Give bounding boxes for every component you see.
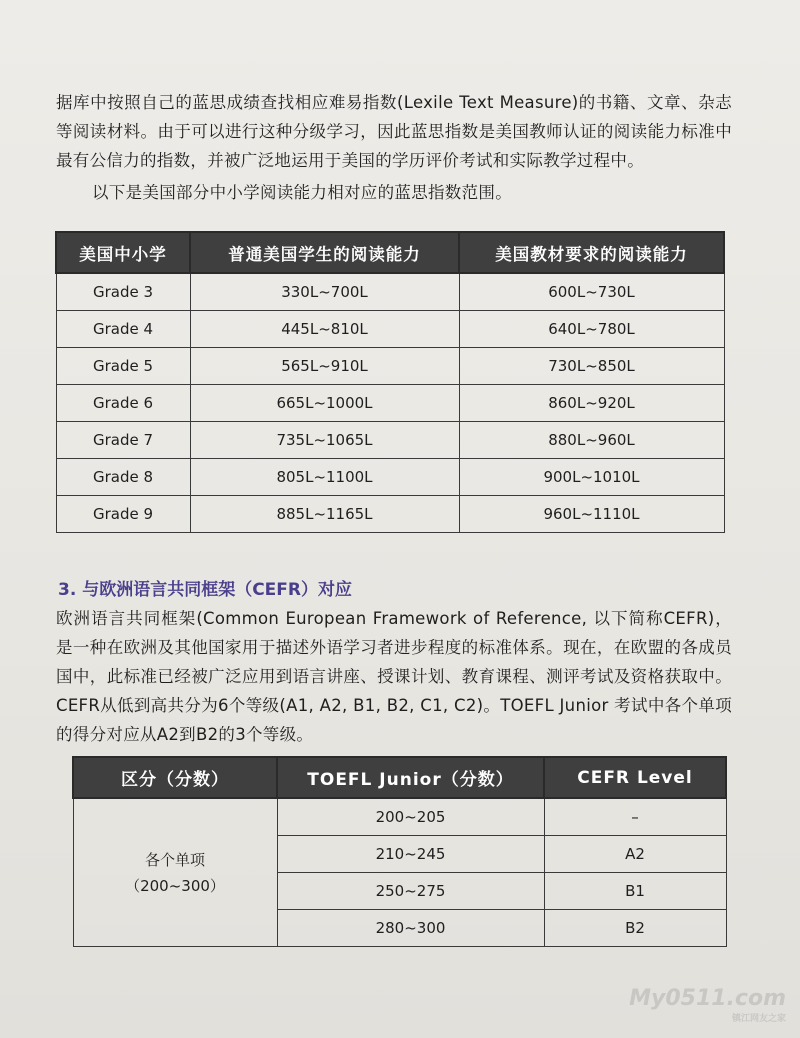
watermark-logo: My0511.com xyxy=(629,986,786,1011)
textbook-range-cell: 730L~850L xyxy=(459,348,724,385)
cefr-paragraph: 欧洲语言共同框架(Common European Framework of Reference, 以下简称CEFR)，是一种在欧洲及其他国家用于描述外语学习者进步程度的标准体系。现在，在欧盟的各成员国中，此标准已经被广泛应用到语言讲座、授课计划、教育课程、测评考试及资格获取中。CEFR从低到高共分为6个等级(A1, A2, B1, B2, C1, C2)。TOEFL Junior 考试中各个单项的得分对应从A2到B2的3个等级。 xyxy=(56,609,732,744)
category-label: 各个单项 xyxy=(144,850,205,869)
textbook-range-cell: 960L~1110L xyxy=(459,496,724,533)
table-row xyxy=(73,798,726,836)
student-range-cell: 885L~1165L xyxy=(190,496,459,533)
score-range-cell: 280~300 xyxy=(277,910,544,947)
header-textbook-ability: 美国教材要求的阅读能力 xyxy=(459,232,724,273)
grade-cell: Grade 9 xyxy=(56,496,190,533)
category-range: （200~300） xyxy=(125,876,225,895)
table-row xyxy=(56,496,724,533)
table-row xyxy=(56,273,724,311)
table-row xyxy=(56,311,724,348)
student-range-cell: 665L~1000L xyxy=(190,385,459,422)
score-range-cell: 200~205 xyxy=(277,798,544,836)
lexile-table xyxy=(55,231,725,533)
student-range-cell: 330L~700L xyxy=(190,273,459,311)
table-row xyxy=(56,348,724,385)
textbook-range-cell: 600L~730L xyxy=(459,273,724,311)
textbook-range-cell: 900L~1010L xyxy=(459,459,724,496)
grade-cell: Grade 3 xyxy=(56,273,190,311)
cefr-table-header-row xyxy=(73,757,726,798)
header-toefl-junior: TOEFL Junior（分数） xyxy=(277,757,544,798)
textbook-range-cell: 860L~920L xyxy=(459,385,724,422)
score-range-cell: 250~275 xyxy=(277,873,544,910)
header-cefr-level: CEFR Level xyxy=(544,757,726,798)
cefr-level-cell: – xyxy=(544,798,726,836)
lexile-table-header-row xyxy=(56,232,724,273)
grade-cell: Grade 5 xyxy=(56,348,190,385)
grade-cell: Grade 8 xyxy=(56,459,190,496)
grade-cell: Grade 7 xyxy=(56,422,190,459)
header-grade: 美国中小学 xyxy=(56,232,190,273)
textbook-range-cell: 880L~960L xyxy=(459,422,724,459)
cefr-level-cell: B1 xyxy=(544,873,726,910)
textbook-range-cell: 640L~780L xyxy=(459,311,724,348)
section-title-cefr: 3. 与欧洲语言共同框架（CEFR）对应 xyxy=(58,580,352,600)
cefr-table xyxy=(72,756,727,947)
score-range-cell: 210~245 xyxy=(277,836,544,873)
category-merged-cell xyxy=(73,798,277,947)
table-row xyxy=(56,459,724,496)
header-student-ability: 普通美国学生的阅读能力 xyxy=(190,232,459,273)
student-range-cell: 735L~1065L xyxy=(190,422,459,459)
student-range-cell: 805L~1100L xyxy=(190,459,459,496)
student-range-cell: 565L~910L xyxy=(190,348,459,385)
grade-cell: Grade 6 xyxy=(56,385,190,422)
table-row xyxy=(56,422,724,459)
student-range-cell: 445L~810L xyxy=(190,311,459,348)
cefr-level-cell: B2 xyxy=(544,910,726,947)
header-category: 区分（分数） xyxy=(73,757,277,798)
table-row xyxy=(56,385,724,422)
table-intro-paragraph: 以下是美国部分中小学阅读能力相对应的蓝思指数范围。 xyxy=(92,183,512,202)
site-watermark xyxy=(629,986,786,1024)
intro-paragraph: 据库中按照自己的蓝思成绩查找相应难易指数(Lexile Text Measure)的书籍、文章、杂志等阅读材料。由于可以进行这种分级学习，因此蓝思指数是美国教师认证的阅读能力标准中最有公信力的指数，并被广泛地运用于美国的学历评价考试和实际教学过程中。 xyxy=(56,93,732,170)
grade-cell: Grade 4 xyxy=(56,311,190,348)
watermark-tagline: 镇江网友之家 xyxy=(731,1014,786,1024)
cefr-level-cell: A2 xyxy=(544,836,726,873)
